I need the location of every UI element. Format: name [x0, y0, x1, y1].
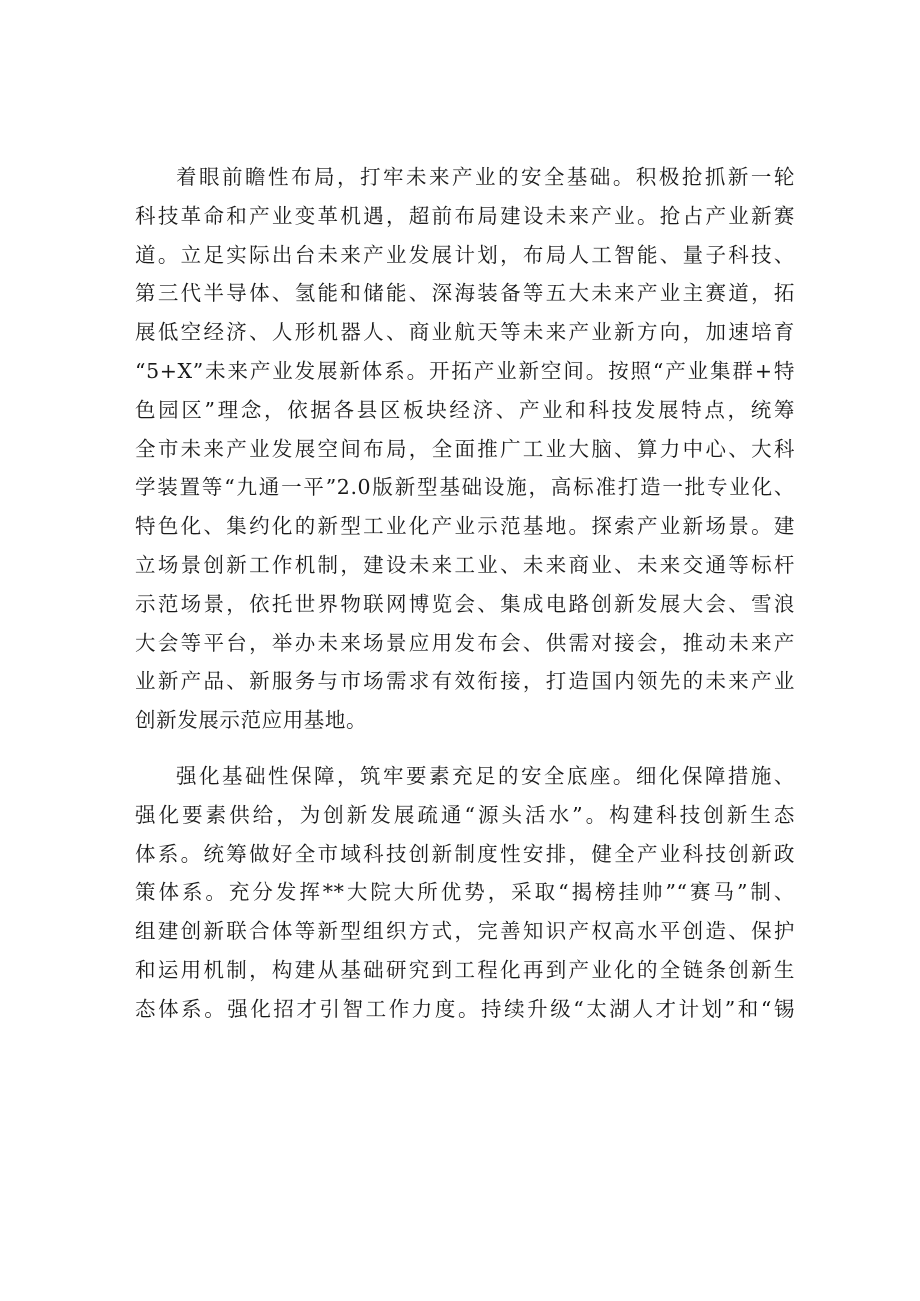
text-line: 第三代半导体、氢能和储能、深海装备等五大未来产业主赛道，拓: [135, 281, 795, 306]
text-line: 创新发展示范应用基地。: [135, 708, 368, 733]
text-line: 色园区”理念，依据各县区板块经济、产业和科技发展特点，统筹: [135, 397, 795, 422]
text-line: 道。立足实际出台未来产业发展计划，布局人工智能、量子科技、: [135, 242, 795, 267]
text-line: 强化基础性保障，筑牢要素充足的安全底座。细化保障措施、: [176, 763, 795, 788]
text-line: 立场景创新工作机制，建设未来工业、未来商业、未来交通等标杆: [135, 552, 795, 577]
text-line: 全市未来产业发展空间布局，全面推广工业大脑、算力中心、大科: [135, 436, 795, 461]
text-line: 大会等平台，举办未来场景应用发布会、供需对接会，推动未来产: [135, 630, 795, 655]
text-line: 示范场景，依托世界物联网博览会、集成电路创新发展大会、雪浪: [135, 591, 795, 616]
text-line: 业新产品、新服务与市场需求有效衔接，打造国内领先的未来产业: [135, 669, 795, 694]
text-line: 组建创新联合体等新型组织方式，完善知识产权高水平创造、保护: [135, 919, 795, 944]
text-line: 学装置等“九通一平”2.0版新型基础设施，高标准打造一批专业化、: [135, 475, 795, 500]
text-line: 强化要素供给，为创新发展疏通“源头活水”。构建科技创新生态: [135, 802, 795, 827]
text-line: 科技革命和产业变革机遇，超前布局建设未来产业。抢占产业新赛: [135, 203, 795, 228]
text-line: “5+X”未来产业发展新体系。开拓产业新空间。按照“产业集群+特: [135, 358, 795, 383]
text-line: 着眼前瞻性布局，打牢未来产业的安全基础。积极抢抓新一轮: [176, 165, 795, 189]
paragraph-factor-support: [135, 757, 795, 1029]
text-line: 展低空经济、人形机器人、商业航天等未来产业新方向，加速培育: [135, 320, 795, 345]
text-line: 特色化、集约化的新型工业化产业示范基地。探索产业新场景。建: [135, 514, 795, 539]
document-body: [135, 158, 795, 1029]
text-line: 和运用机制，构建从基础研究到工程化再到产业化的全链条创新生: [135, 957, 795, 982]
text-line: 策体系。充分发挥**大院大所优势，采取“揭榜挂帅”“赛马”制、: [135, 880, 795, 905]
text-line: 体系。统筹做好全市域科技创新制度性安排，健全产业科技创新政: [135, 841, 795, 866]
paragraph-future-industry: [135, 158, 795, 740]
text-line: 态体系。强化招才引智工作力度。持续升级“太湖人才计划”和“锡: [135, 996, 795, 1021]
